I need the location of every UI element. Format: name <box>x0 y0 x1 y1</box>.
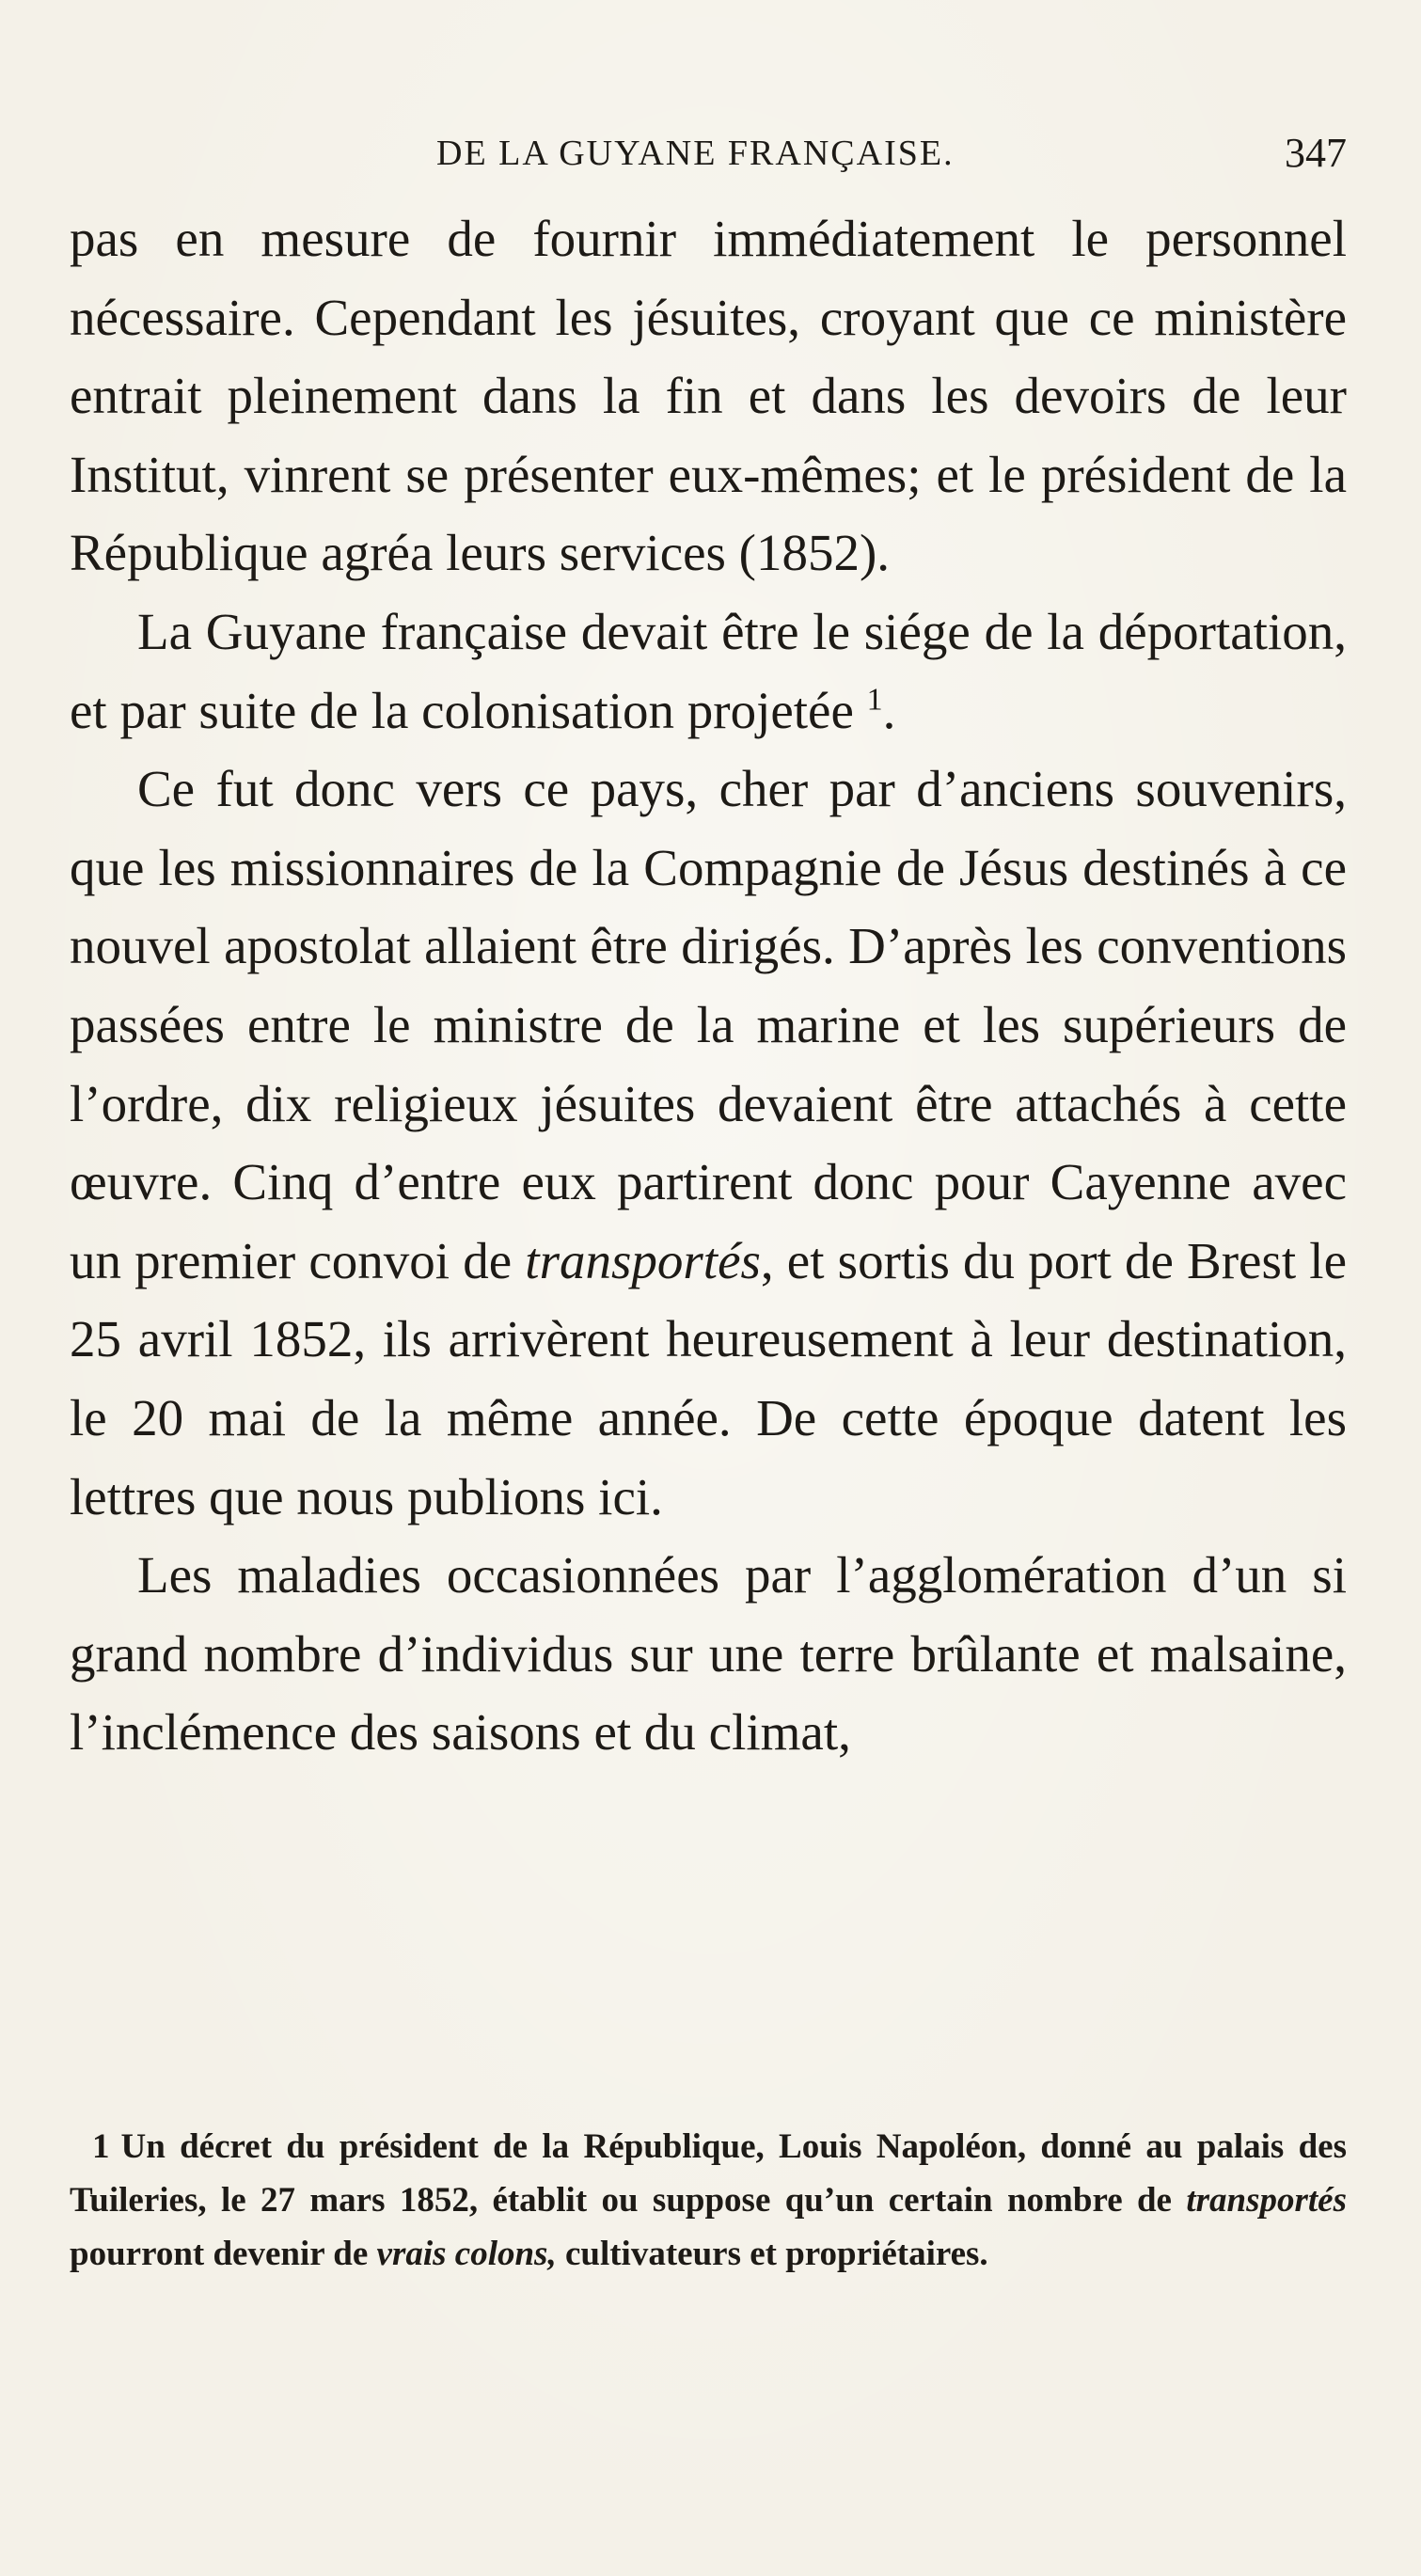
paragraph-3-text-b: , et sortis du port de Brest le 25 avril 1852, ils arrivèrent heureusement à leur destination, le 20 mai de la même année. De cette époque datent les lettres que nous publions ici. <box>70 1231 1347 1525</box>
footnote-text-c: cultivateurs et propriétaires. <box>564 2235 988 2273</box>
paragraph-2-end: . <box>882 681 896 739</box>
page-header <box>70 120 1347 186</box>
running-title: DE LA GUYANE FRANÇAISE. <box>436 134 955 173</box>
footnote-text <box>70 2120 1347 2281</box>
footnote-text-a: Un décret du président de la République, Louis Napoléon, donné au palais des Tuileries, le 27 mars 1852, établit ou suppose qu’un certain nombre de <box>70 2127 1347 2220</box>
paragraph-3-italic: transportés <box>525 1231 761 1289</box>
paragraph-3-text-a: Ce fut donc vers ce pays, cher par d’anciens souvenirs, que les missionnaires de la Compagnie de Jésus destinés à ce nouvel apostolat allaient être dirigés. D’après les conventions passées entre le ministre de la marine et les supérieurs de l’ordre, dix religieux jésuites devaient être attachés à cette œuvre. Cinq d’entre eux partirent donc pour Cayenne avec un premier convoi de <box>70 760 1347 1289</box>
footnote-italic-a: transportés <box>1186 2181 1347 2220</box>
paragraph-4: Les maladies occasionnées par l’agglomération d’un si grand nombre d’individus sur une terre brûlante et malsaine, l’inclémence des saisons et du climat, <box>70 1546 1347 1762</box>
footnote <box>70 2120 1347 2281</box>
footnote-italic-b: vrais colons, <box>376 2235 557 2273</box>
footnote-text-b: pourront devenir de <box>70 2235 369 2273</box>
paragraph-1: pas en mesure de fournir immédiatement le personnel nécessaire. Cependant les jésuites, croyant que ce ministère entrait pleinement dans la fin et dans les devoirs de leur Institut, vinrent se présenter eux-mêmes; et le président de la République agréa leurs services (1852). <box>70 210 1347 582</box>
paragraph-2 <box>70 593 1347 750</box>
footnote-marker: 1 <box>866 682 883 718</box>
body-text <box>70 199 1347 1772</box>
footnote-number: 1 <box>92 2127 110 2166</box>
paragraph-3 <box>70 750 1347 1536</box>
paragraph-2-text: La Guyane française devait être le siége de la déportation, et par suite de la colonisation projetée <box>70 602 1347 739</box>
page-number: 347 <box>1285 130 1347 176</box>
